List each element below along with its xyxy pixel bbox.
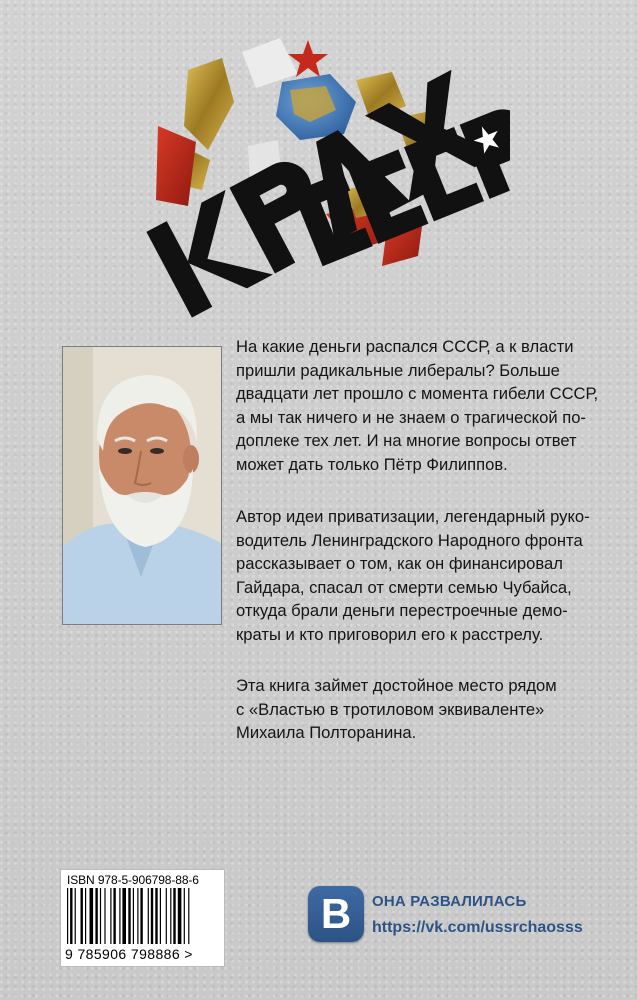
- text-line: доплеке тех лет. И на многие вопросы ответ: [236, 431, 577, 450]
- barcode-bar: [173, 888, 175, 944]
- vk-group-link[interactable]: https://vk.com/ussrchaosss: [372, 919, 583, 936]
- barcode-bar: [122, 888, 126, 944]
- barcode-bar: [119, 888, 120, 944]
- author-portrait: [62, 346, 222, 625]
- text-line: водитель Ленинградского Народного фронта: [236, 530, 583, 550]
- wheat-icon: [184, 58, 234, 150]
- barcode-bar: [81, 888, 83, 944]
- barcode-bar: [178, 888, 182, 944]
- barcode-bar: [148, 888, 149, 944]
- barcode-bar: [137, 888, 138, 944]
- text-line: двадцати лет прошло с момента гибели СССР,: [236, 384, 599, 403]
- text-line: Автор идеи приватизации, легендарный руко-: [236, 507, 590, 526]
- barcode-bar: [113, 888, 115, 944]
- barcode-bar: [75, 888, 76, 944]
- barcode-bar: [90, 888, 94, 944]
- barcode-digits: 9 785906 798886 >: [65, 946, 193, 962]
- text-line: может дать только Пётр Филиппов.: [236, 454, 508, 474]
- text-line: а мы так ничего и не знаем о трагической по-: [236, 407, 586, 427]
- barcode-bar: [67, 888, 68, 944]
- description-paragraph-3: [236, 674, 606, 745]
- barcode-bar: [110, 888, 111, 944]
- barcode-bar: [166, 888, 167, 944]
- barcode-bar: [95, 888, 97, 944]
- text-line: На какие деньги распался СССР, а к власти: [236, 337, 574, 356]
- description-paragraph-2: [236, 505, 606, 646]
- barcode-bar: [188, 888, 189, 944]
- barcode-bar: [184, 888, 185, 944]
- vk-group-title: ОНА РАЗВАЛИЛАСЬ: [372, 893, 527, 910]
- barcode-bar: [151, 888, 153, 944]
- vk-icon[interactable]: B: [308, 886, 364, 942]
- text-line: с «Властью в тротиловом эквиваленте»: [236, 699, 545, 719]
- barcode-bar: [160, 888, 161, 944]
- text-line: пришли радикальные либералы? Больше: [236, 360, 560, 380]
- text-line: рассказывает о том, как он финансировал: [236, 554, 563, 573]
- text-line: Эта книга займет достойное место рядом: [236, 676, 557, 695]
- barcode-bars: [67, 888, 217, 944]
- text-line: Михаила Полторанина.: [236, 723, 417, 742]
- barcode-bar: [100, 888, 101, 944]
- barcode-bar: [104, 888, 105, 944]
- barcode-bar: [133, 888, 134, 944]
- isbn-number: ISBN 978-5-906798-88-6: [67, 873, 199, 887]
- barcode-bar: [128, 888, 130, 944]
- isbn-barcode: [60, 869, 225, 967]
- text-line: краты и кто приговорил его к расстрелу.: [236, 624, 544, 644]
- barcode-bar: [140, 888, 142, 944]
- text-line: Гайдара, спасал от смерти семью Чубайса,: [236, 577, 572, 597]
- barcode-bar: [85, 888, 86, 944]
- text-line: откуда брали деньги перестроечные демо-: [236, 601, 568, 620]
- barcode-bar: [70, 888, 72, 944]
- book-logo: [130, 30, 510, 330]
- barcode-bar: [155, 888, 157, 944]
- description-paragraph-1: [236, 335, 606, 476]
- barcode-bar: [170, 888, 171, 944]
